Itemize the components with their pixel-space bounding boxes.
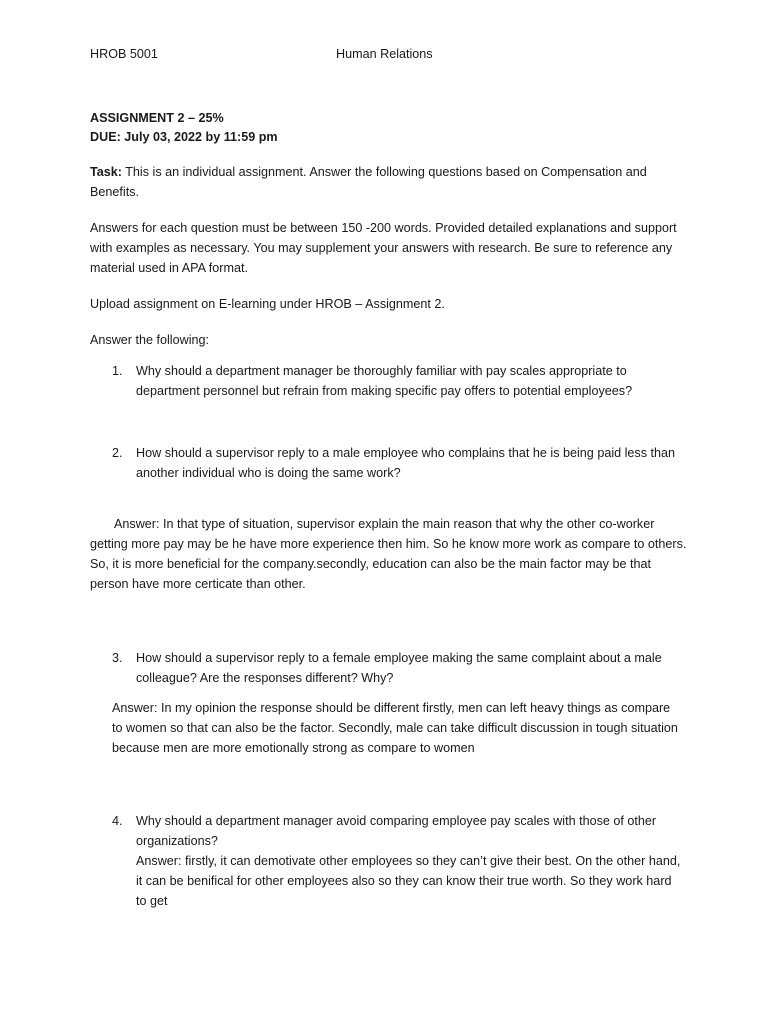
question-4 xyxy=(112,811,682,911)
course-name: Human Relations xyxy=(336,47,433,61)
assignment-due: DUE: July 03, 2022 by 11:59 pm xyxy=(90,130,278,144)
answer-following-label: Answer the following: xyxy=(90,333,210,347)
answer-4: Answer: firstly, it can demotivate other employees so they can’t give their best. On the other hand, it can be benifical for other employees also so they can know their true worth. So they work hard to get xyxy=(136,854,681,908)
question-number: 1. xyxy=(112,364,123,378)
assignment-title: ASSIGNMENT 2 – 25% xyxy=(90,111,224,125)
question-1 xyxy=(112,361,682,401)
question-2 xyxy=(112,443,682,483)
upload-instructions: Upload assignment on E-learning under HROB – Assignment 2. xyxy=(90,297,445,311)
answer-3: Answer: In my opinion the response should be different firstly, men can left heavy things as compare to women so that can also be the factor. Secondly, male can take difficult discussion in tough situation because men are more emotionally strong as compare to women xyxy=(112,701,678,755)
question-3 xyxy=(112,648,682,688)
question-text: How should a supervisor reply to a female employee making the same complaint about a male colleague? Are the responses different? Why? xyxy=(136,651,662,685)
task-label: Task: xyxy=(90,165,122,179)
question-number: 2. xyxy=(112,446,123,460)
task-text: This is an individual assignment. Answer the following questions based on Compensation and Benefits. xyxy=(90,165,647,199)
question-number: 4. xyxy=(112,814,123,828)
question-text: Why should a department manager avoid comparing employee pay scales with those of other organizations? xyxy=(136,814,657,848)
question-text: Why should a department manager be thoroughly familiar with pay scales appropriate to department personnel but refrain from making specific pay offers to potential employees? xyxy=(136,364,633,398)
course-code: HROB 5001 xyxy=(90,47,158,61)
question-text: How should a supervisor reply to a male employee who complains that he is being paid less than another individual who is doing the same work? xyxy=(136,446,676,480)
answer-2: Answer: In that type of situation, supervisor explain the main reason that why the other co-worker getting more pay may be he have more experience then him. So he know more work as compare to others. So, it is more beneficial for the company.secondly, education can also be the main factor may be that person have more certicate than other. xyxy=(90,517,687,591)
task-paragraph xyxy=(90,162,680,202)
question-number: 3. xyxy=(112,651,123,665)
length-instructions: Answers for each question must be between 150 -200 words. Provided detailed explanations and support with examples as necessary. You may supplement your answers with research. Be sure to reference any material used in APA format. xyxy=(90,221,677,275)
